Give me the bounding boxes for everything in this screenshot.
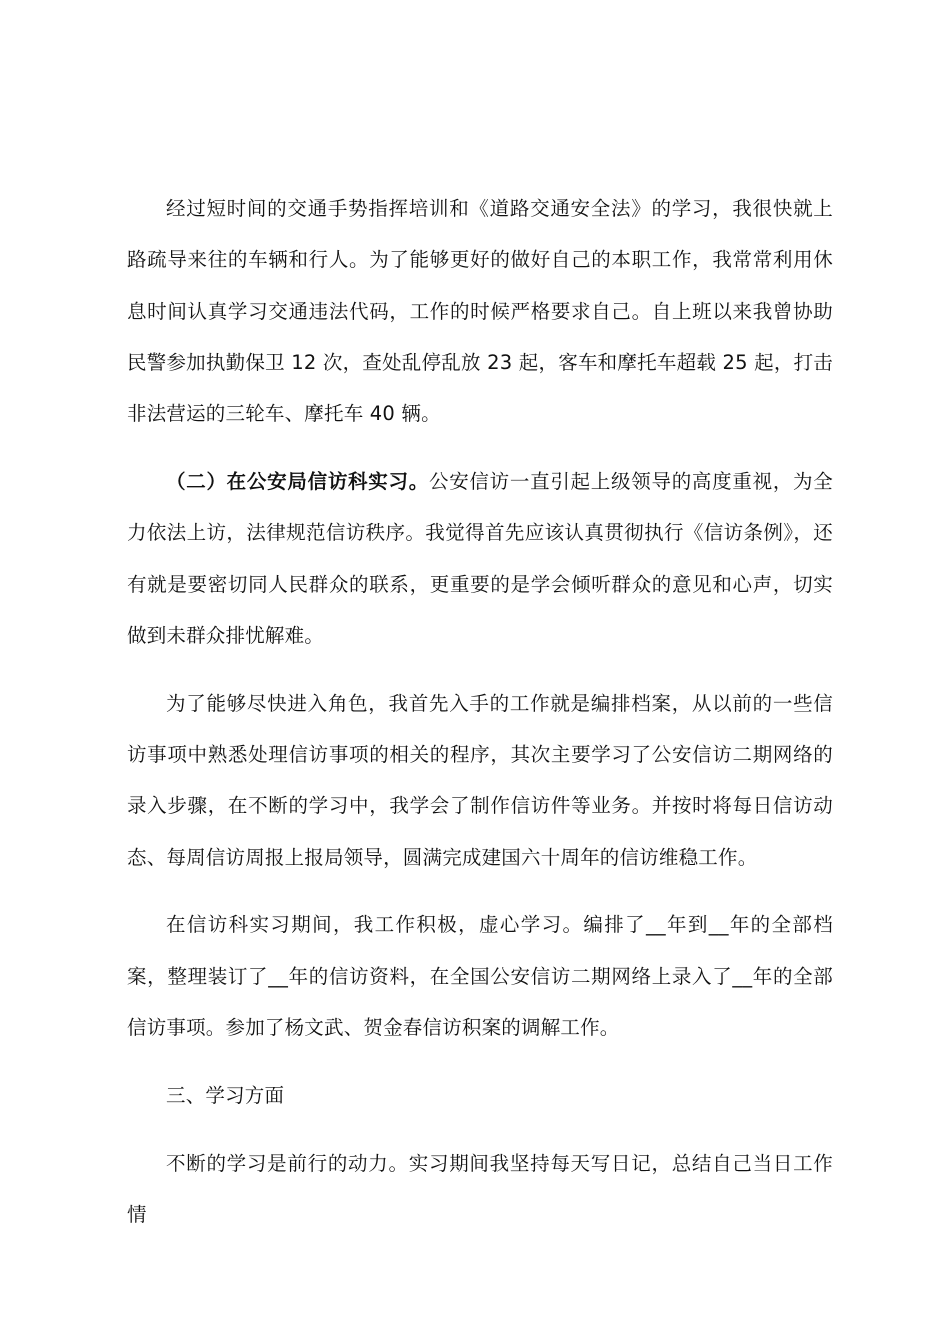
paragraph-traffic-duty: [127, 183, 833, 439]
paragraph-text: 经过短时间的交通手势指挥培训和《道路交通安全法》的学习，我很快就上路疏导来往的车辆和行人。为了能够更好的做好自己的本职工作，我常常利用休息时间认真学习交通违法代码，工作的时候严格要求自己。自上班以来我曾协助民警参加执勤保卫 12 次，查处乱停乱放 23 起，客车和摩托车超载 25 起，打击非法营运的三轮车、摩托车 40 辆。: [127, 197, 833, 426]
paragraph-text: 不断的学习是前行的动力。实习期间我坚持每天写日记，总结自己当日工作情: [127, 1151, 833, 1226]
section-heading-study: [127, 1070, 833, 1121]
paragraph-internship-achievements: [127, 899, 833, 1053]
paragraph-petition-office-heading: [127, 456, 833, 661]
paragraph-study-diary: [127, 1138, 833, 1241]
paragraph-text: 为了能够尽快进入角色，我首先入手的工作就是编排档案，从以前的一些信访事项中熟悉处理信访事项的相关的程序，其次主要学习了公安信访二期网络的录入步骤，在不断的学习中，我学会了制作信访件等业务。并按时将每日信访动态、每周信访周报上报局领导，圆满完成建国六十周年的信访维稳工作。: [127, 691, 833, 869]
document-page: [127, 183, 833, 1240]
paragraph-text: 在信访科实习期间，我工作积极，虚心学习。编排了__年到__年的全部档案，整理装订了__年的信访资料，在全国公安信访二期网络上录入了__年的全部信访事项。参加了杨文武、贺金春信访积案的调解工作。: [127, 913, 833, 1039]
paragraph-text: 公安信访一直引起上级领导的高度重视，为全力依法上访，法律规范信访秩序。我觉得首先应该认真贯彻执行《信访条例》，还有就是要密切同人民群众的联系，更重要的是学会倾听群众的意见和心声，切实做到未群众排忧解难。: [127, 469, 833, 647]
paragraph-archive-work: [127, 678, 833, 883]
paragraph-text: 三、学习方面: [166, 1083, 285, 1107]
paragraph-lead: （二）在公安局信访科实习。: [166, 469, 429, 493]
